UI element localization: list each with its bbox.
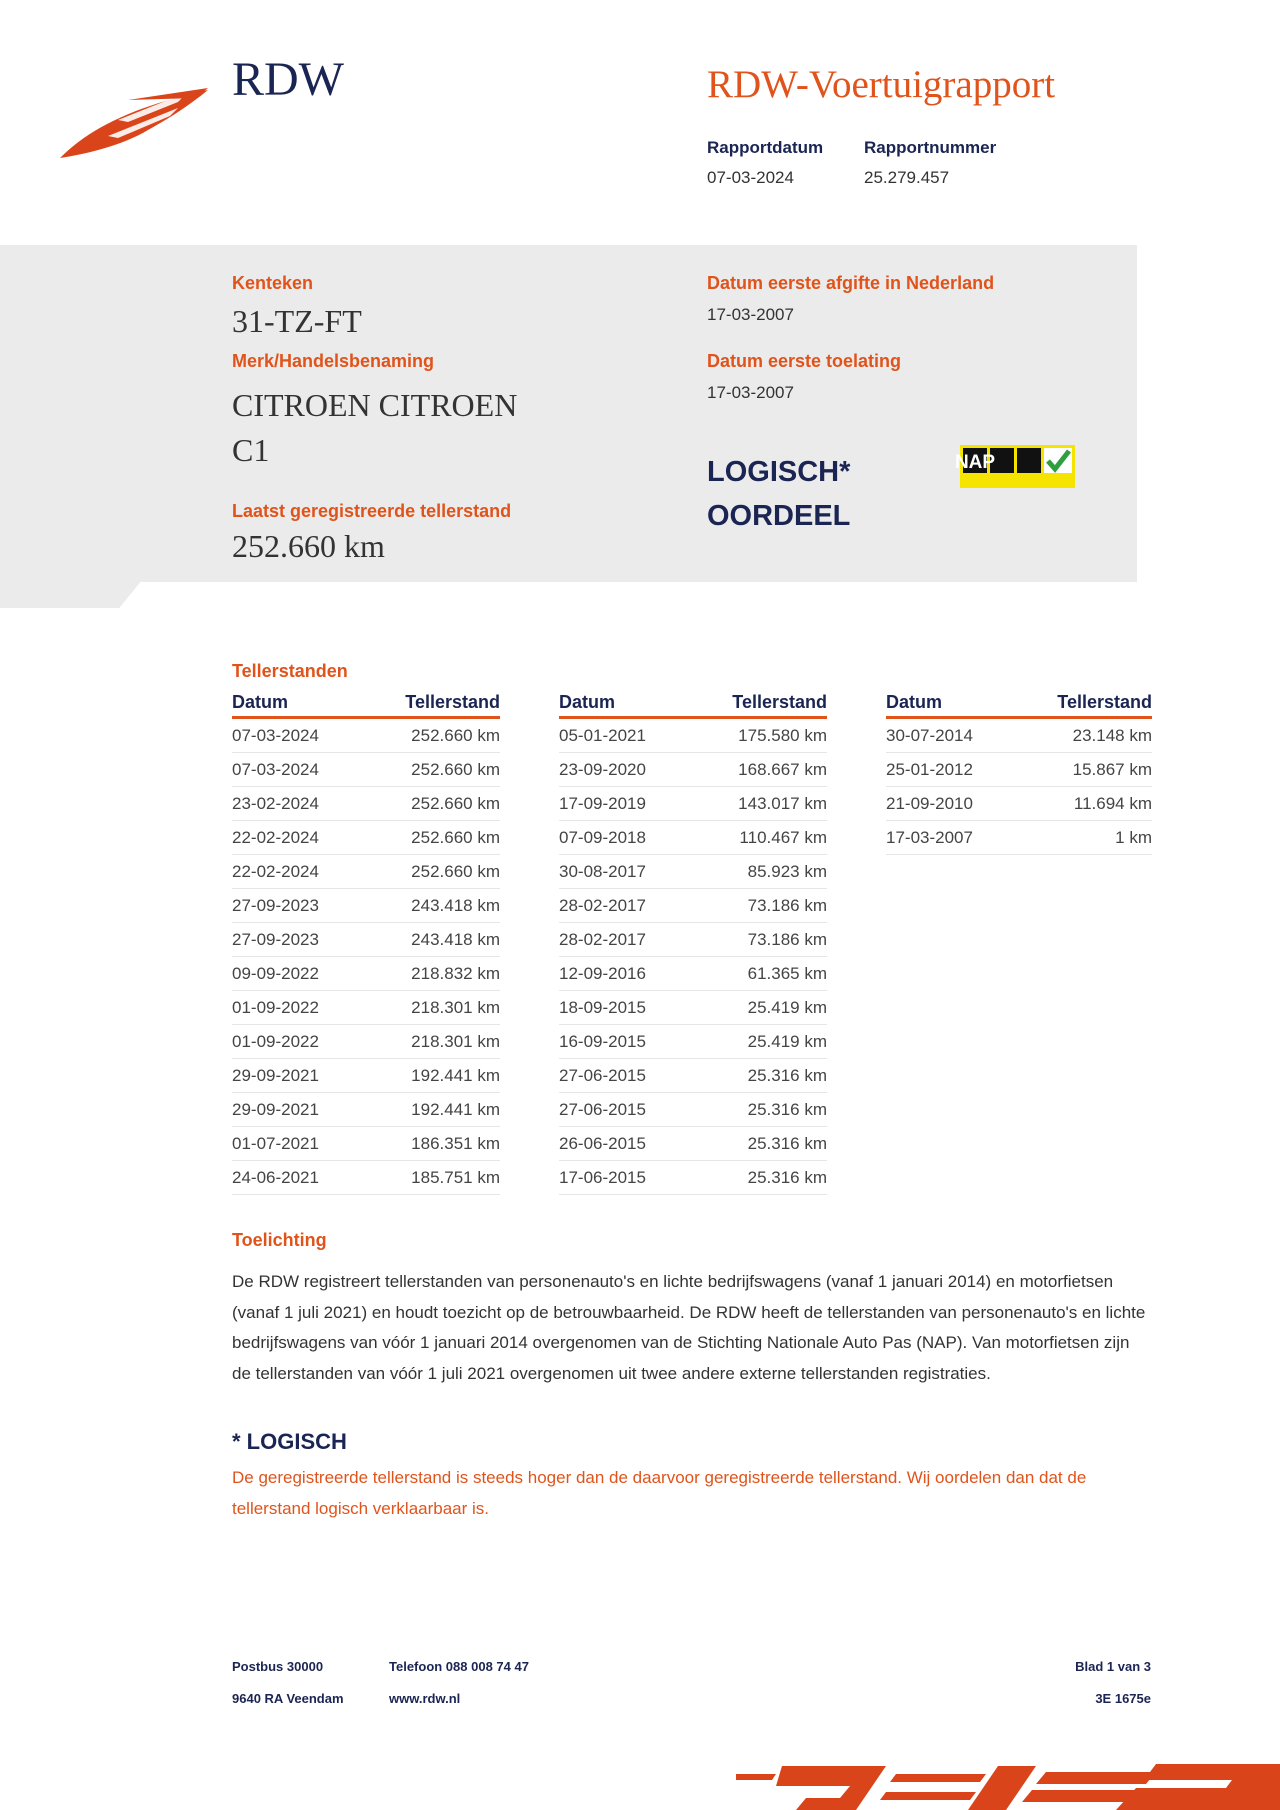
report-number-label: Rapportnummer bbox=[864, 138, 997, 157]
table-row bbox=[886, 753, 1152, 787]
nap-badge-icon bbox=[954, 445, 1075, 488]
footer-page-number: Blad 1 van 3 bbox=[1075, 1659, 1151, 1674]
row-date: 18-09-2015 bbox=[559, 997, 646, 1017]
row-odometer: 243.418 km bbox=[411, 895, 500, 915]
last-odometer-label: Laatst geregistreerde tellerstand bbox=[232, 501, 512, 521]
table-row bbox=[559, 923, 827, 957]
row-odometer: 110.467 km bbox=[739, 827, 827, 847]
row-odometer: 25.419 km bbox=[747, 1031, 827, 1051]
row-odometer: 175.580 km bbox=[738, 725, 827, 745]
col-value-header: Tellerstand bbox=[405, 692, 500, 712]
brand-name: RDW bbox=[232, 53, 344, 106]
verdict-line-1: LOGISCH* bbox=[707, 456, 851, 488]
col-date-header: Datum bbox=[232, 692, 289, 712]
row-odometer: 192.441 km bbox=[411, 1099, 500, 1119]
table-row bbox=[559, 1093, 827, 1127]
report-date: 07-03-2024 bbox=[707, 168, 794, 187]
row-date: 27-09-2023 bbox=[232, 895, 319, 915]
row-odometer: 252.660 km bbox=[411, 827, 500, 847]
row-date: 07-03-2024 bbox=[232, 759, 319, 779]
kenteken-value: 31-TZ-FT bbox=[232, 303, 362, 339]
row-date: 01-09-2022 bbox=[232, 997, 319, 1017]
row-date: 09-09-2022 bbox=[232, 963, 319, 983]
merk-value: CITROEN CITROEN C1 bbox=[232, 387, 518, 468]
row-date: 01-07-2021 bbox=[232, 1133, 319, 1153]
odometer-table-1 bbox=[232, 692, 500, 1195]
first-issue-nl-label: Datum eerste afgifte in Nederland bbox=[707, 273, 995, 293]
table-row bbox=[559, 855, 827, 889]
row-date: 23-09-2020 bbox=[559, 759, 646, 779]
table-row bbox=[232, 923, 500, 957]
table-row bbox=[559, 1059, 827, 1093]
table-row bbox=[559, 821, 827, 855]
kenteken-label: Kenteken bbox=[232, 273, 314, 293]
row-date: 27-06-2015 bbox=[559, 1065, 646, 1085]
col-date-header: Datum bbox=[886, 692, 943, 712]
table-row bbox=[559, 1127, 827, 1161]
table-header bbox=[886, 692, 1152, 719]
row-odometer: 218.832 km bbox=[411, 963, 500, 983]
row-date: 23-02-2024 bbox=[232, 793, 319, 813]
row-odometer: 143.017 km bbox=[738, 793, 827, 813]
table-row bbox=[232, 1161, 500, 1195]
row-date: 17-03-2007 bbox=[886, 827, 973, 847]
first-admission-label: Datum eerste toelating bbox=[707, 351, 902, 371]
row-date: 22-02-2024 bbox=[232, 861, 319, 881]
row-date: 05-01-2021 bbox=[559, 725, 646, 745]
row-odometer: 243.418 km bbox=[411, 929, 500, 949]
table-row bbox=[886, 787, 1152, 821]
row-date: 07-09-2018 bbox=[559, 827, 646, 847]
table-row bbox=[559, 719, 827, 753]
table-row bbox=[559, 889, 827, 923]
row-odometer: 192.441 km bbox=[411, 1065, 500, 1085]
report-number: 25.279.457 bbox=[864, 168, 950, 187]
row-date: 25-01-2012 bbox=[886, 759, 973, 779]
row-date: 26-06-2015 bbox=[559, 1133, 646, 1153]
table-row bbox=[232, 957, 500, 991]
row-date: 28-02-2017 bbox=[559, 895, 646, 915]
odometer-table-3 bbox=[886, 692, 1152, 855]
row-date: 07-03-2024 bbox=[232, 725, 319, 745]
footer-document-code: 3E 1675e bbox=[1095, 1691, 1151, 1706]
row-date: 29-09-2021 bbox=[232, 1099, 319, 1119]
table-row bbox=[232, 1059, 500, 1093]
row-odometer: 23.148 km bbox=[1072, 725, 1152, 745]
row-date: 16-09-2015 bbox=[559, 1031, 646, 1051]
row-odometer: 85.923 km bbox=[747, 861, 827, 881]
row-date: 01-09-2022 bbox=[232, 1031, 319, 1051]
report-date-label: Rapportdatum bbox=[707, 138, 824, 157]
table-header bbox=[559, 692, 827, 719]
verdict-line-2: OORDEEL bbox=[707, 500, 851, 532]
nap-badge-text: NAP bbox=[954, 452, 996, 473]
row-odometer: 73.186 km bbox=[747, 929, 827, 949]
row-odometer: 15.867 km bbox=[1072, 759, 1152, 779]
table-row bbox=[886, 719, 1152, 753]
table-row bbox=[559, 753, 827, 787]
table-row bbox=[232, 753, 500, 787]
table-row bbox=[232, 787, 500, 821]
row-date: 24-06-2021 bbox=[232, 1167, 319, 1187]
row-date: 27-06-2015 bbox=[559, 1099, 646, 1119]
table-row bbox=[232, 1025, 500, 1059]
row-odometer: 252.660 km bbox=[411, 759, 500, 779]
logisch-text: De geregistreerde tellerstand is steeds hoger dan de daarvoor geregistreerde tellerstand. Wij oordelen dan dat de tellerstand logisch verklaarbaar is. bbox=[232, 1468, 1087, 1518]
merk-label: Merk/Handelsbenaming bbox=[232, 351, 435, 371]
table-row bbox=[232, 821, 500, 855]
row-odometer: 252.660 km bbox=[411, 793, 500, 813]
report-title: RDW-Voertuigrapport bbox=[707, 63, 1056, 106]
footer-phone: Telefoon 088 008 74 47 bbox=[389, 1659, 529, 1674]
row-date: 28-02-2017 bbox=[559, 929, 646, 949]
row-date: 30-08-2017 bbox=[559, 861, 646, 881]
explanation-title: Toelichting bbox=[232, 1230, 327, 1250]
footer-website-link[interactable]: www.rdw.nl bbox=[389, 1691, 461, 1706]
footer-stripes-decoration bbox=[736, 1758, 1280, 1810]
col-value-header: Tellerstand bbox=[1057, 692, 1152, 712]
row-date: 29-09-2021 bbox=[232, 1065, 319, 1085]
footer-address-line-2: 9640 RA Veendam bbox=[232, 1691, 344, 1706]
row-odometer: 185.751 km bbox=[411, 1167, 500, 1187]
table-row bbox=[232, 719, 500, 753]
table-row bbox=[232, 991, 500, 1025]
row-odometer: 25.316 km bbox=[747, 1099, 827, 1119]
table-row bbox=[559, 787, 827, 821]
explanation-text: De RDW registreert tellerstanden van personenauto's en lichte bedrijfswagens (vanaf 1 januari 2014) en motorfietsen (vanaf 1 juli 2021) en houdt toezicht op de betrouwbaarheid. De RDW heeft de tellerstanden van personenauto's en lichte bedrijfswagens van vóór 1 januari 2014 overgenomen van de Stichting Nationale Auto Pas (NAP). Van motorfietsen zijn de tellerstanden van vóór 1 juli 2021 overgenomen uit twee andere externe tellerstanden registraties. bbox=[232, 1272, 1146, 1383]
first-issue-nl-value: 17-03-2007 bbox=[707, 305, 794, 324]
last-odometer-value: 252.660 km bbox=[232, 528, 385, 564]
rdw-logo-icon bbox=[58, 80, 210, 162]
row-odometer: 218.301 km bbox=[411, 997, 500, 1017]
odometer-table-2 bbox=[559, 692, 827, 1195]
vehicle-summary-panel bbox=[0, 245, 1137, 582]
table-row bbox=[232, 855, 500, 889]
row-date: 17-09-2019 bbox=[559, 793, 646, 813]
table-row bbox=[232, 1127, 500, 1161]
row-odometer: 1 km bbox=[1115, 827, 1152, 847]
row-odometer: 25.316 km bbox=[747, 1133, 827, 1153]
table-row bbox=[559, 957, 827, 991]
row-date: 27-09-2023 bbox=[232, 929, 319, 949]
row-odometer: 252.660 km bbox=[411, 725, 500, 745]
verdict bbox=[707, 450, 850, 538]
row-date: 22-02-2024 bbox=[232, 827, 319, 847]
panel-tab-decoration bbox=[0, 580, 142, 608]
row-odometer: 168.667 km bbox=[738, 759, 827, 779]
row-odometer: 25.316 km bbox=[747, 1167, 827, 1187]
row-date: 30-07-2014 bbox=[886, 725, 973, 745]
row-odometer: 73.186 km bbox=[747, 895, 827, 915]
row-odometer: 61.365 km bbox=[747, 963, 827, 983]
col-value-header: Tellerstand bbox=[732, 692, 827, 712]
footer-address-line-1: Postbus 30000 bbox=[232, 1659, 324, 1674]
row-odometer: 25.419 km bbox=[747, 997, 827, 1017]
table-row bbox=[232, 889, 500, 923]
row-date: 12-09-2016 bbox=[559, 963, 646, 983]
logisch-heading: * LOGISCH bbox=[232, 1429, 347, 1454]
col-date-header: Datum bbox=[559, 692, 616, 712]
table-row bbox=[886, 821, 1152, 855]
row-odometer: 252.660 km bbox=[411, 861, 500, 881]
odometer-history-title: Tellerstanden bbox=[232, 661, 348, 681]
row-date: 21-09-2010 bbox=[886, 793, 973, 813]
first-admission-value: 17-03-2007 bbox=[707, 383, 794, 402]
row-odometer: 218.301 km bbox=[411, 1031, 500, 1051]
table-header bbox=[232, 692, 500, 719]
row-date: 17-06-2015 bbox=[559, 1167, 646, 1187]
row-odometer: 186.351 km bbox=[411, 1133, 500, 1153]
table-row bbox=[559, 991, 827, 1025]
row-odometer: 11.694 km bbox=[1073, 793, 1152, 813]
row-odometer: 25.316 km bbox=[747, 1065, 827, 1085]
table-row bbox=[232, 1093, 500, 1127]
table-row bbox=[559, 1161, 827, 1195]
table-row bbox=[559, 1025, 827, 1059]
